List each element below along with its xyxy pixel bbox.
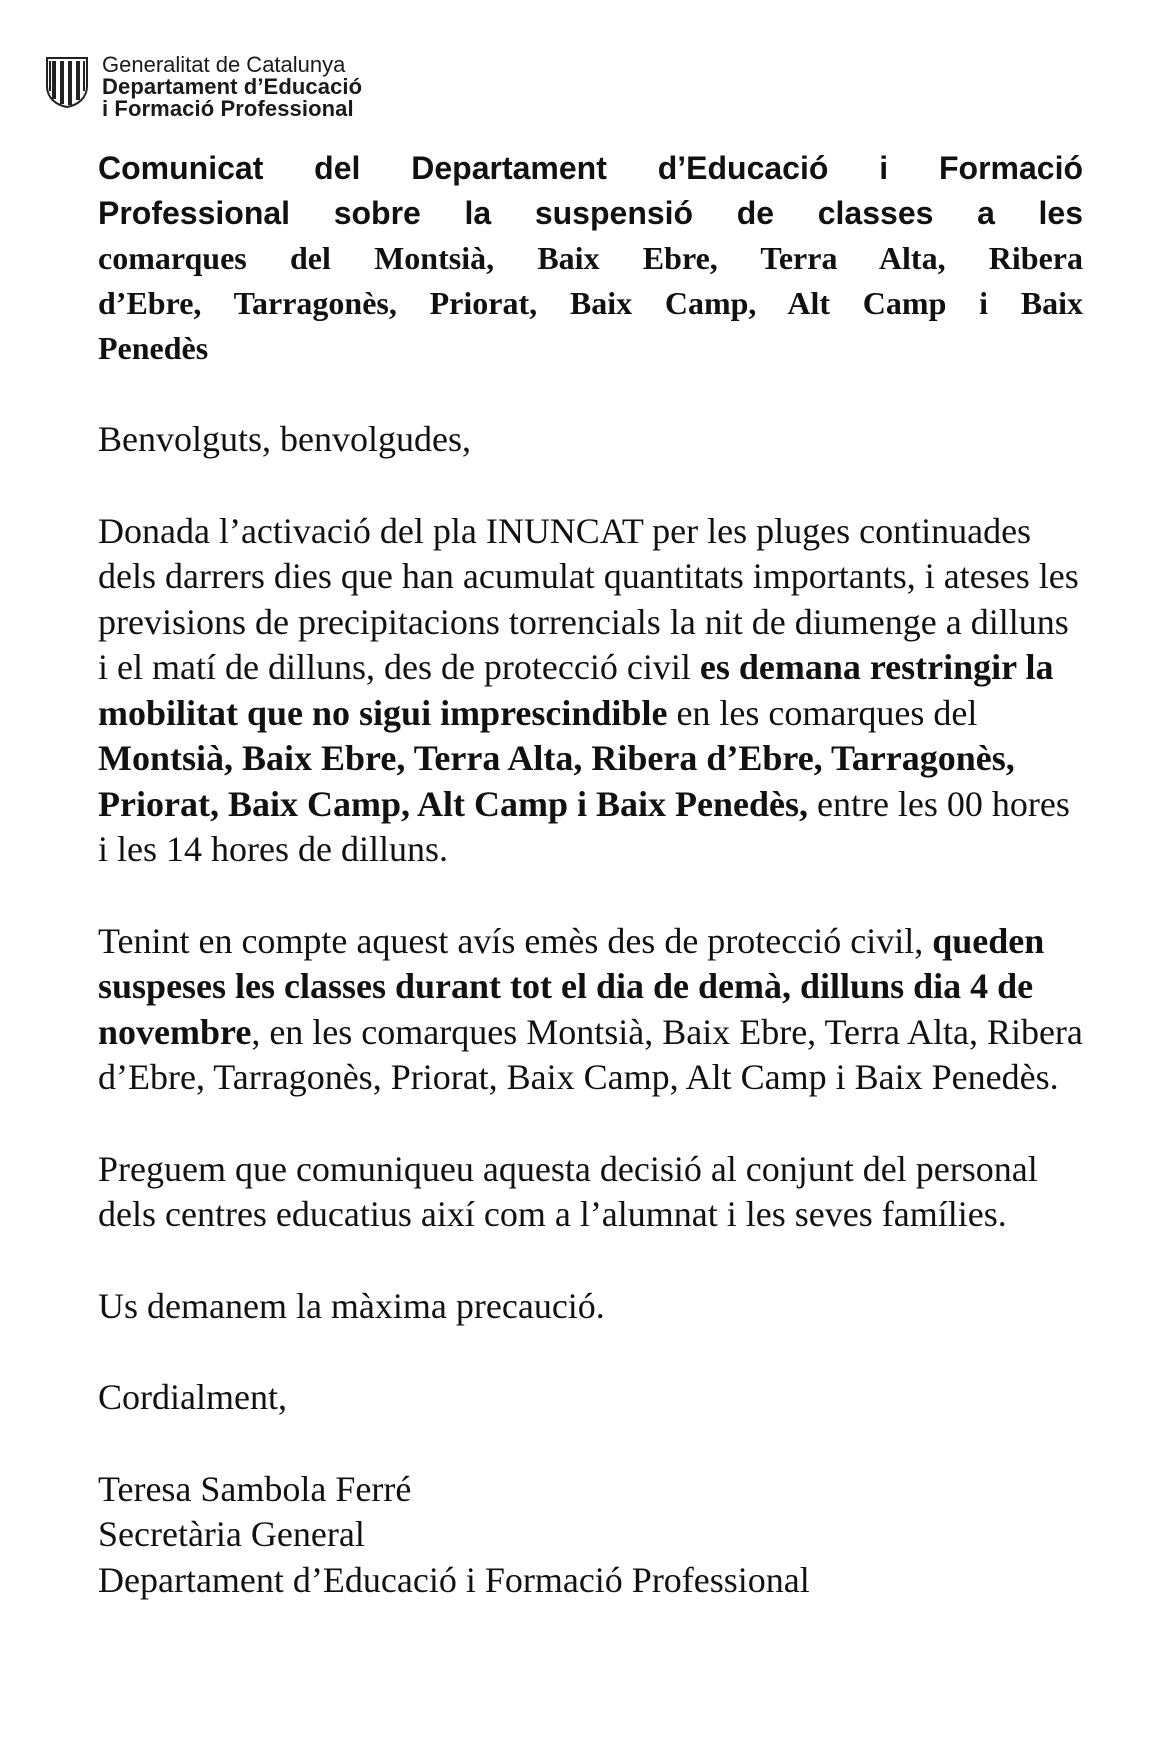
title-line: Comunicat del Departament d’Educació i Formació [98, 150, 1083, 186]
paragraph-activation-notice [98, 509, 1083, 873]
organization-name [102, 54, 362, 120]
bold-run: Montsià, Baix Ebre, Terra Alta, Ribera d’Ebre, Tarragonès, Priorat, Baix Camp, Alt Camp i Baix Penedès, [98, 738, 1015, 824]
bold-run: queden suspeses les classes durant tot el dia de demà, dilluns dia 4 de novembre [98, 920, 1045, 1052]
greeting: Benvolguts, benvolgudes, [98, 419, 471, 459]
text-run: , en les comarques Montsià, Baix Ebre, Terra Alta, Ribera d’Ebre, Tarragonès, Priorat, Baix Camp, Alt Camp i Baix Penedès. [98, 1011, 1083, 1097]
paragraph-class-suspension [98, 919, 1083, 1101]
title-line: comarques del Montsià, Baix Ebre, Terra Alta, Ribera [98, 240, 1083, 276]
bold-run: es demana restringir la mobilitat que no sigui imprescindible [98, 647, 1054, 733]
closing: Cordialment, [98, 1377, 287, 1417]
government-name: Generalitat de Catalunya [102, 52, 346, 77]
paragraph-request: Preguem que comuniqueu aquesta decisió al conjunt del personal dels centres educatius així com a l’alumnat i les seves famílies. [98, 1148, 1038, 1234]
signatory-name: Teresa Sambola Ferré [98, 1468, 412, 1509]
signature-block [98, 1467, 1083, 1604]
text-run: en les comarques del [667, 692, 978, 733]
letter-body [98, 146, 1083, 1603]
paragraph-caution: Us demanem la màxima precaució. [98, 1285, 605, 1326]
department-name-line1: Departament d’Educació [102, 74, 363, 99]
text-run: Donada l’activació del pla INUNCAT per les pluges continuades dels darrers dies que han acumulat quantitats importants, i ateses les previsions de precipitacions torrencials la nit de diumenge a dilluns i el matí de dilluns, des de protecció civil [98, 510, 1079, 687]
title-line: Professional sobre la suspensió de classes a les [98, 195, 1083, 231]
title-line: Penedès [98, 330, 209, 366]
title-line: d’Ebre, Tarragonès, Priorat, Baix Camp, Alt Camp i Baix [98, 285, 1083, 321]
text-run: entre les 00 hores i les 14 hores de dilluns. [98, 783, 1070, 869]
text-run: Tenint en compte aquest avís emès des de protecció civil, [98, 920, 933, 961]
department-name-line2: i Formació Professional [102, 96, 354, 121]
signatory-department: Departament d’Educació i Formació Professional [98, 1559, 810, 1600]
letterhead [44, 54, 362, 120]
signatory-role: Secretària General [98, 1514, 365, 1554]
generalitat-four-bars-icon [44, 56, 90, 108]
communique-title [98, 146, 1083, 371]
